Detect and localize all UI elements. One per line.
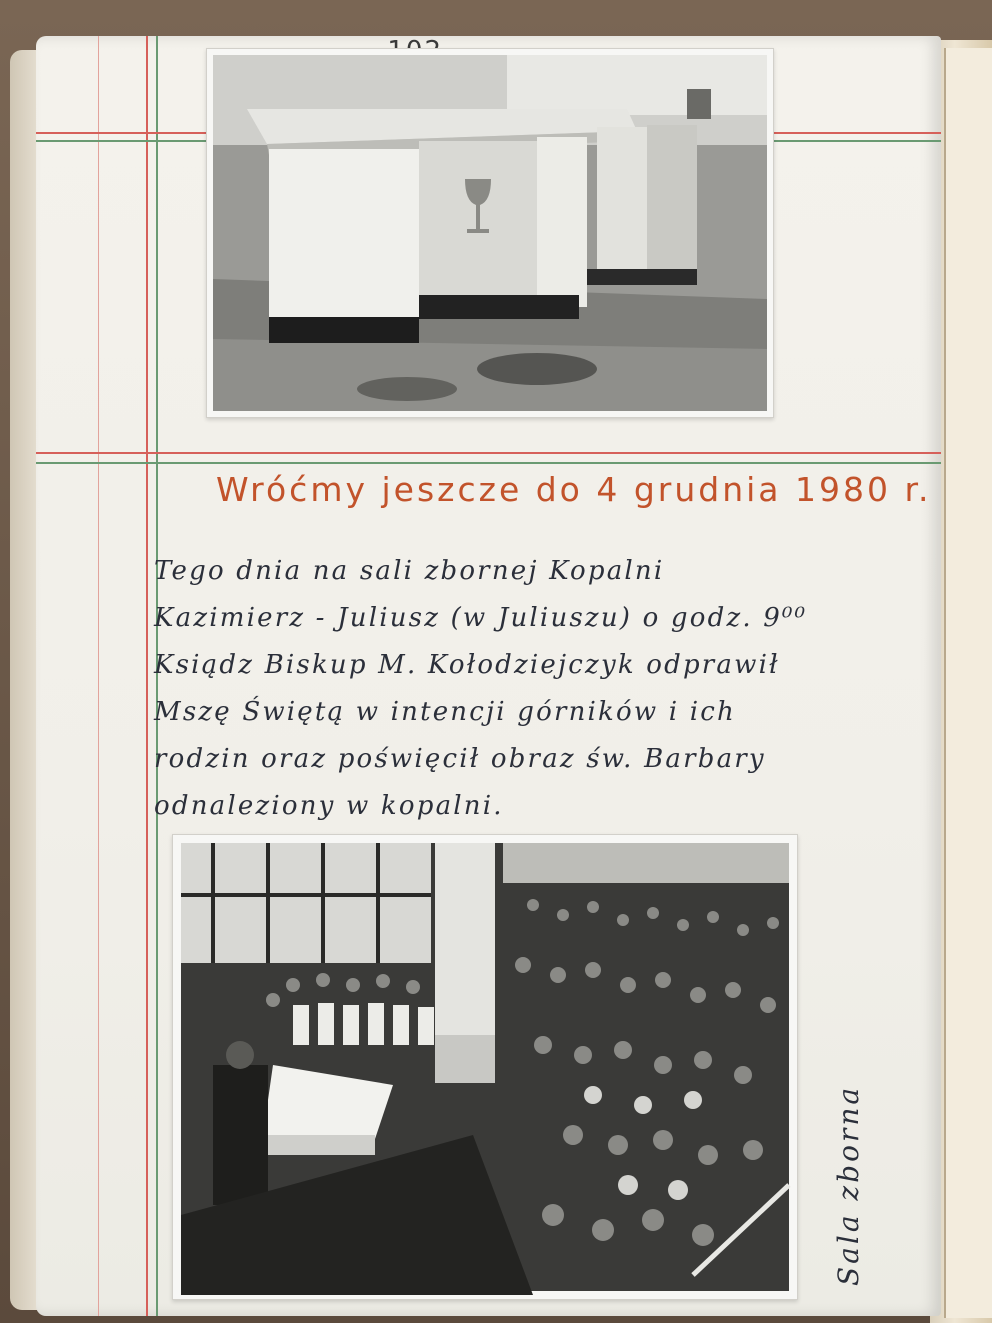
rule-line-red [36, 452, 941, 454]
assembly-hall-photo [172, 834, 798, 1300]
entry-heading: Wróćmy jeszcze do 4 grudnia 1980 r. [216, 470, 932, 509]
body-line-5: rodzin oraz poświęcił obraz św. Barbary [154, 744, 766, 774]
photo-caption: Sala zborna [832, 1084, 865, 1286]
body-line-1: Tego dnia na sali zbornej Kopalni [154, 556, 665, 586]
body-line-3: Ksiądz Biskup M. Kołodziejczyk odprawił [154, 650, 780, 680]
altar-photo [206, 48, 774, 418]
body-line-4: Mszę Świętą w intencji górników i ich [154, 697, 736, 727]
facing-page-edge [944, 48, 992, 1318]
album-page [36, 36, 941, 1316]
rule-line-green [36, 462, 941, 464]
body-line-2: Kazimierz - Juliusz (w Juliuszu) o godz. 9⁰⁰ [154, 603, 808, 633]
body-line-6: odnaleziony w kopalni. [154, 791, 504, 821]
margin-line [98, 36, 99, 1316]
margin-line-red [146, 36, 148, 1316]
